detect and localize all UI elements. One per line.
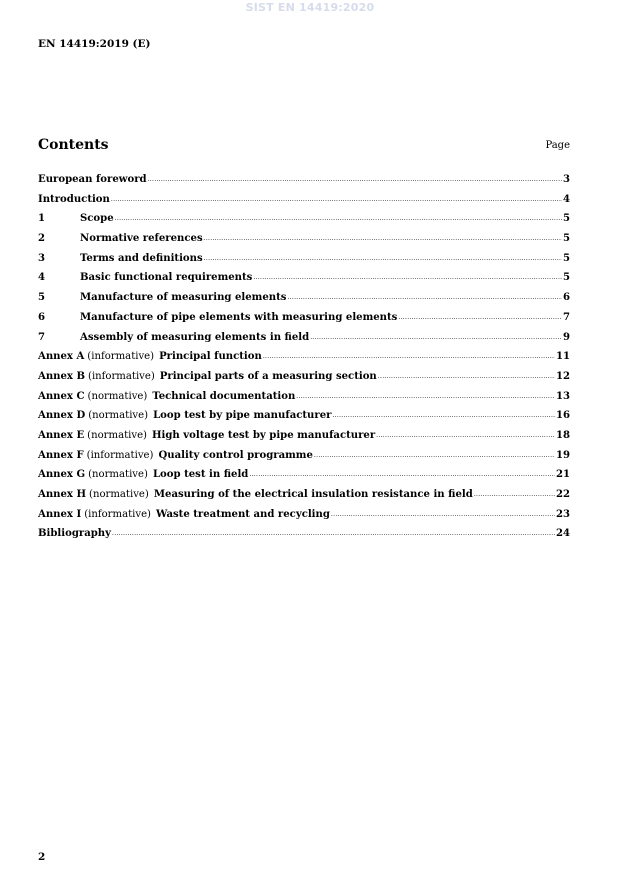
toc-page-number: 7 (562, 311, 570, 323)
toc-annex-type: (informative) (87, 351, 155, 363)
toc-clause-number: 7 (38, 331, 46, 343)
toc-annex-type: (normative) (87, 429, 147, 441)
toc-annex-label: Annex E (38, 429, 85, 441)
toc-entry-title: Principal function (159, 351, 262, 363)
toc-page-number: 5 (562, 252, 570, 264)
toc-entry-title: European foreword (38, 174, 147, 185)
toc-annex-type: (normative) (89, 489, 149, 500)
toc-entry[interactable] (38, 174, 570, 194)
toc-entry-title: Manufacture of measuring elements (80, 292, 287, 304)
toc-dot-leader (331, 511, 555, 518)
toc-entry[interactable] (38, 272, 570, 292)
toc-page-number: 22 (555, 489, 570, 500)
toc-page-number: 19 (555, 449, 570, 461)
toc-entry[interactable] (38, 253, 570, 273)
toc-entry[interactable] (38, 469, 570, 489)
toc-dot-leader (204, 235, 562, 242)
toc-entry[interactable] (38, 391, 570, 411)
toc-page-number: 4 (562, 193, 570, 205)
toc-page-number: 6 (562, 292, 570, 304)
toc-entry-title: Normative references (80, 233, 203, 245)
toc-entry-title: Measuring of the electrical insulation resistance in field (153, 489, 473, 500)
toc-dot-leader (296, 393, 555, 400)
toc-annex-label: Annex H (38, 489, 86, 500)
toc-annex-label: Annex B (38, 370, 85, 382)
toc-annex-type: (informative) (88, 370, 155, 382)
toc-entry-title: Introduction (38, 193, 110, 205)
toc-page-number: 23 (555, 508, 570, 520)
toc-annex-label: Annex I (38, 508, 82, 520)
toc-clause-number: 6 (38, 311, 46, 323)
toc-entry[interactable] (38, 450, 570, 470)
toc-dot-leader (115, 215, 562, 222)
toc-page-number: 21 (555, 469, 570, 481)
toc-dot-leader (112, 530, 555, 537)
toc-entry[interactable] (38, 509, 570, 529)
toc-dot-leader (148, 176, 562, 183)
toc-annex-type: (informative) (84, 508, 151, 520)
toc-entry-title: Manufacture of pipe elements with measuring elements (80, 311, 398, 323)
toc-annex-label: Annex F (38, 449, 84, 461)
toc-entry-title: Technical documentation (152, 390, 296, 402)
toc-entry[interactable] (38, 371, 570, 391)
toc-page-number: 5 (562, 213, 570, 225)
toc-entry-title: Quality control programme (158, 449, 313, 461)
toc-page-number: 24 (555, 528, 570, 540)
toc-dot-leader (332, 412, 555, 419)
toc-dot-leader (111, 196, 562, 203)
toc-annex-label: Annex C (38, 390, 85, 402)
toc-page-number: 3 (562, 174, 570, 185)
toc-page-number: 18 (555, 429, 570, 441)
toc-entry-title: Terms and definitions (80, 252, 203, 264)
toc-clause-number: 1 (38, 213, 46, 225)
toc-dot-leader (287, 294, 562, 301)
toc-entry[interactable] (38, 233, 570, 253)
toc-entry[interactable] (38, 528, 570, 548)
toc-dot-leader (378, 373, 555, 380)
toc-entry[interactable] (38, 312, 570, 332)
table-of-contents (38, 174, 570, 548)
toc-dot-leader (253, 274, 562, 281)
toc-page-number: 11 (555, 351, 570, 363)
toc-dot-leader (314, 452, 555, 459)
toc-clause-number: 4 (38, 272, 46, 284)
toc-entry[interactable] (38, 292, 570, 312)
toc-entry[interactable] (38, 410, 570, 430)
toc-page-number: 13 (555, 390, 570, 402)
toc-dot-leader (398, 314, 562, 321)
toc-entry-title: Basic functional requirements (80, 272, 253, 284)
toc-annex-label: Annex G (38, 469, 86, 481)
document-id: EN 14419:2019 (E) (38, 38, 151, 50)
toc-dot-leader (376, 432, 555, 439)
toc-dot-leader (310, 334, 562, 341)
toc-page-number: 12 (555, 370, 570, 382)
contents-heading: Contents (38, 137, 109, 153)
toc-clause-number: 5 (38, 292, 46, 304)
page-column-label: Page (545, 140, 570, 151)
toc-entry[interactable] (38, 194, 570, 214)
toc-page-number: 5 (562, 233, 570, 245)
toc-entry-title: Bibliography (38, 528, 112, 540)
toc-entry-title: Scope (80, 213, 114, 225)
toc-entry[interactable] (38, 430, 570, 450)
toc-entry[interactable] (38, 332, 570, 352)
toc-entry[interactable] (38, 351, 570, 371)
toc-page-number: 16 (555, 410, 570, 422)
toc-dot-leader (204, 255, 562, 262)
toc-clause-number: 3 (38, 252, 46, 264)
watermark: SIST EN 14419:2020 (245, 1, 375, 14)
toc-dot-leader (263, 353, 555, 360)
toc-entry-title: Loop test by pipe manufacturer (153, 410, 332, 422)
toc-entry[interactable] (38, 213, 570, 233)
page-number: 2 (38, 851, 46, 863)
toc-annex-type: (normative) (87, 390, 148, 402)
toc-entry-title: Principal parts of a measuring section (159, 370, 377, 382)
toc-entry-title: Loop test in field (152, 469, 249, 481)
toc-entry-title: Assembly of measuring elements in field (80, 331, 310, 343)
toc-annex-label: Annex A (38, 351, 85, 363)
toc-clause-number: 2 (38, 233, 46, 245)
toc-page-number: 9 (562, 331, 570, 343)
toc-page-number: 5 (562, 272, 570, 284)
toc-entry-title: High voltage test by pipe manufacturer (152, 429, 376, 441)
toc-annex-type: (normative) (88, 410, 149, 422)
toc-annex-label: Annex D (38, 410, 86, 422)
toc-dot-leader (249, 471, 555, 478)
toc-annex-type: (normative) (88, 469, 148, 481)
toc-entry-title: Waste treatment and recycling (155, 508, 330, 520)
toc-annex-type: (informative) (86, 449, 154, 461)
toc-dot-leader (474, 491, 555, 498)
toc-entry[interactable] (38, 489, 570, 509)
